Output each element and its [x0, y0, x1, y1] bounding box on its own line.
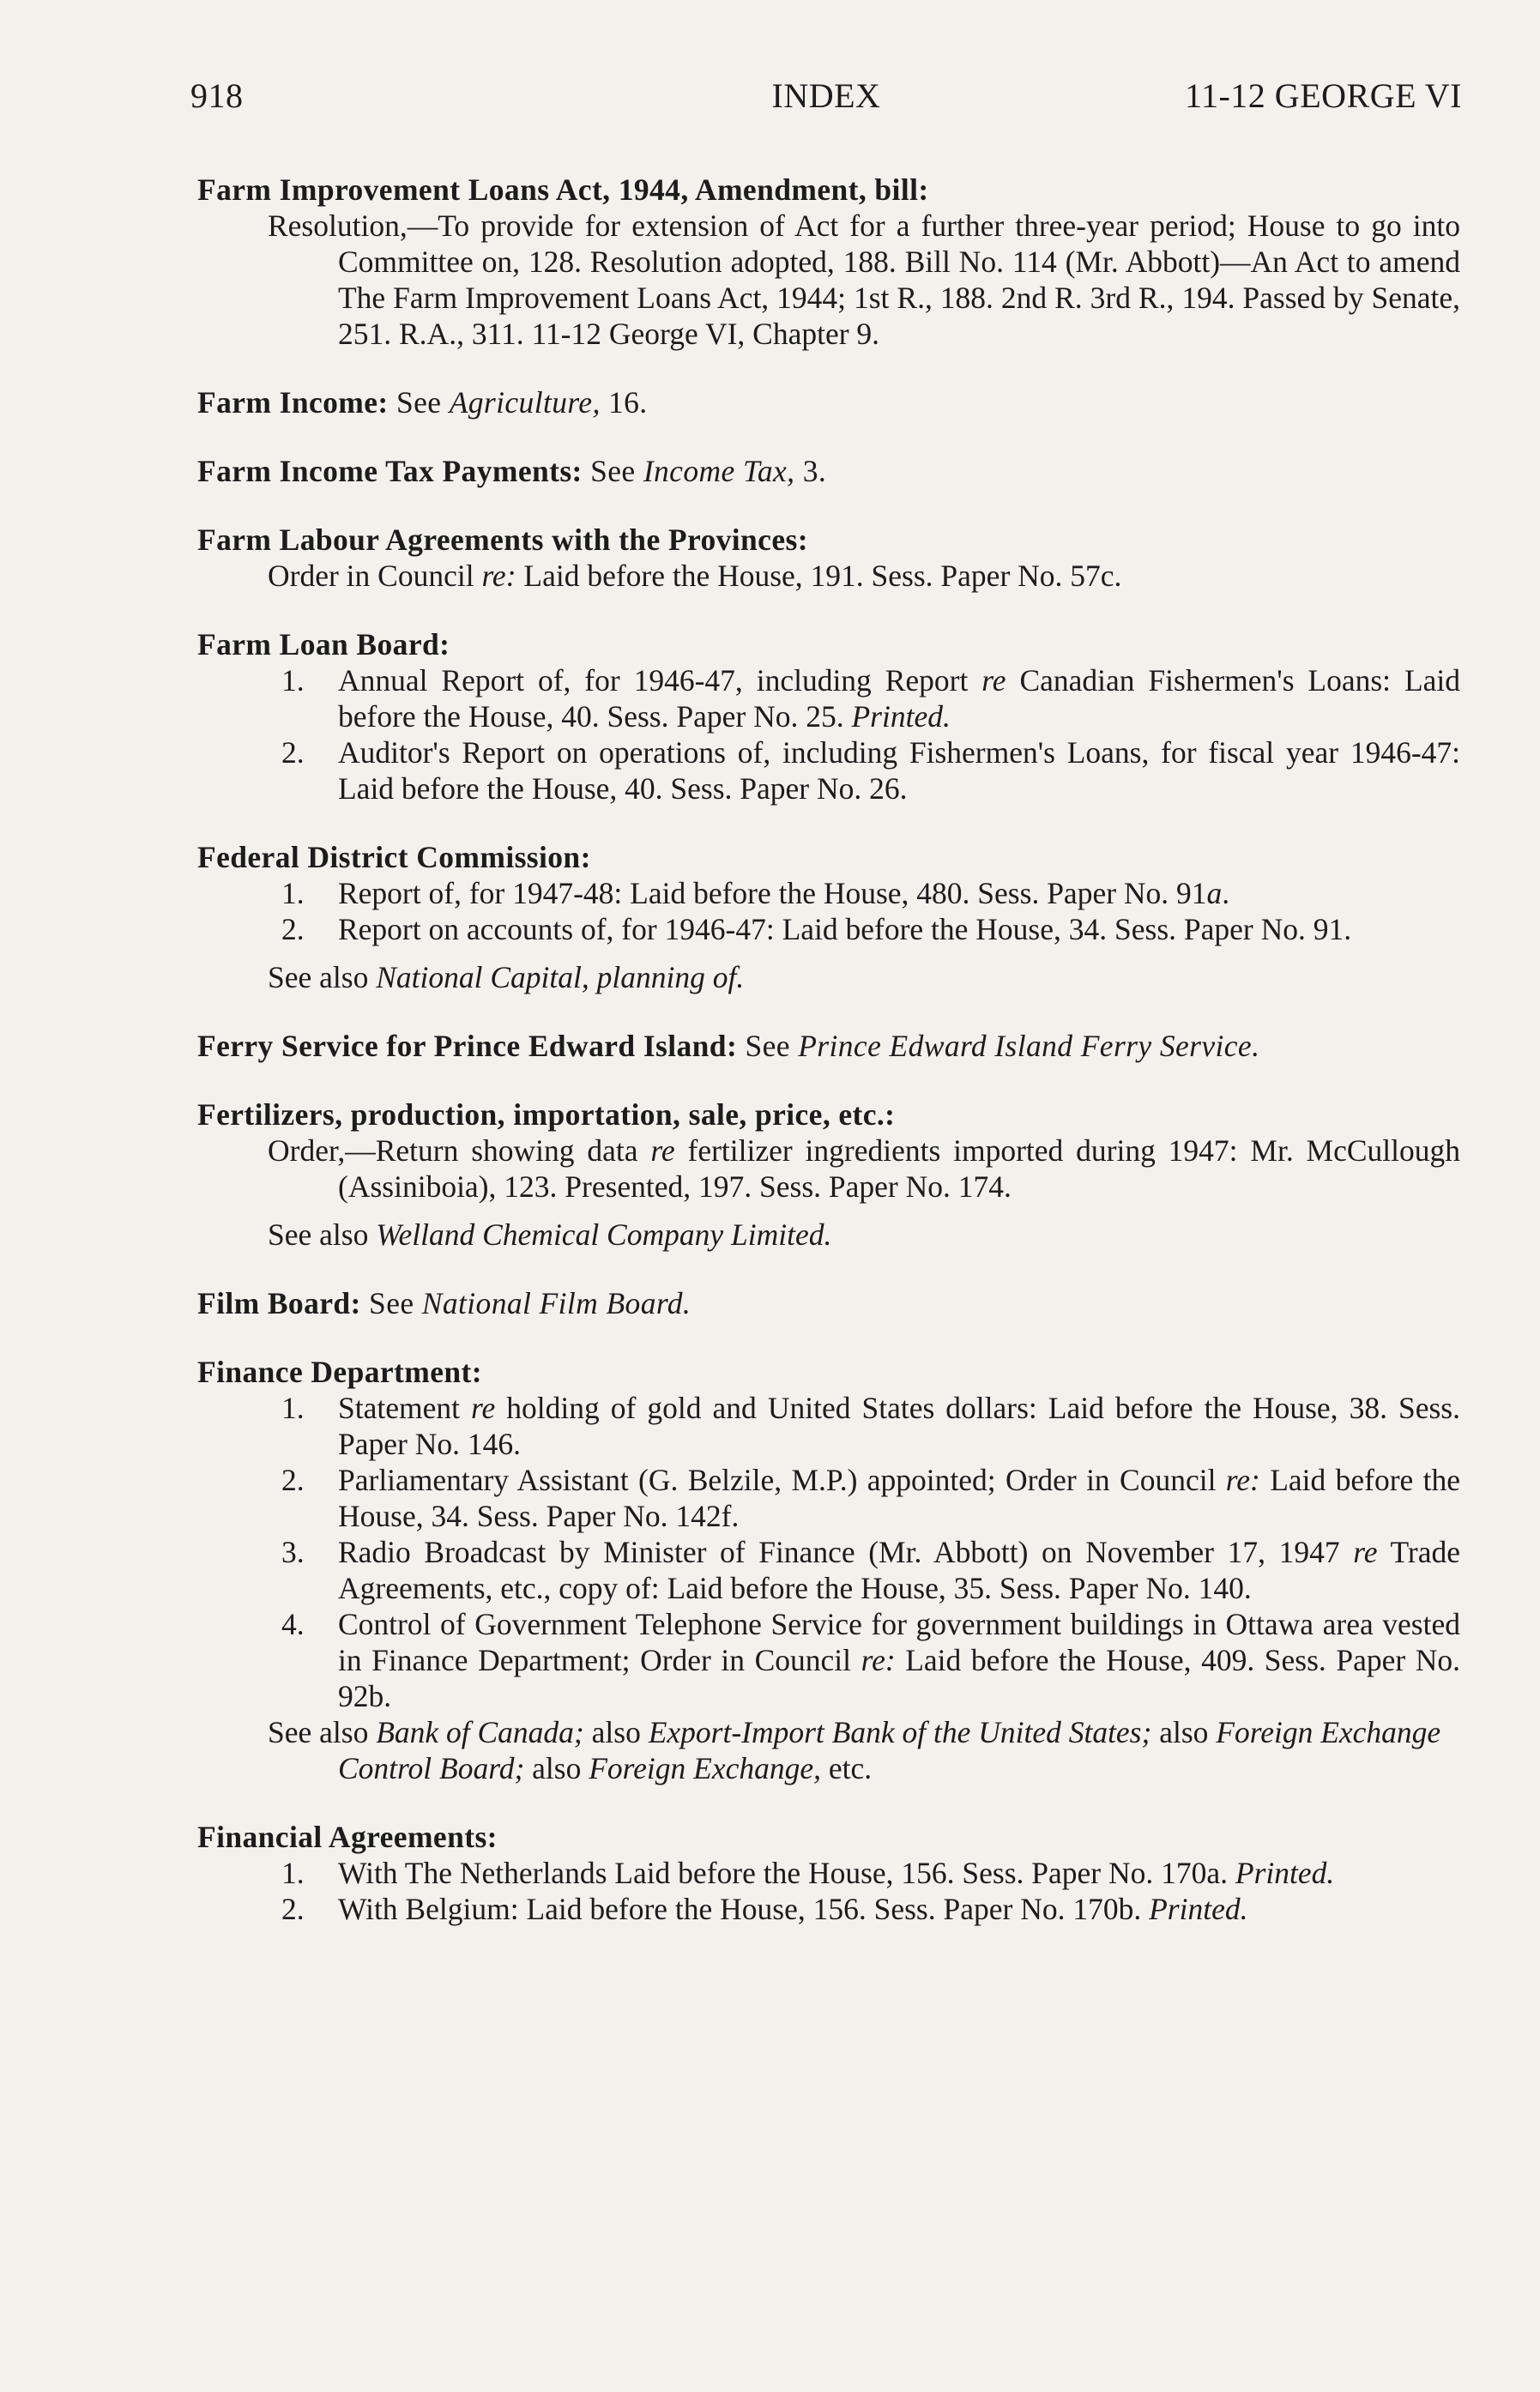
text-segment: Report of, for 1947-48: Laid before the House, 480. Sess. Paper No. 91: [338, 876, 1207, 910]
entry-heading: [197, 1028, 1460, 1064]
index-entry: [197, 626, 1460, 806]
text-italic: Printed.: [1149, 1892, 1248, 1926]
item-number: 1.: [281, 663, 305, 698]
list-item: [197, 1390, 1460, 1462]
item-number: 2.: [281, 1892, 305, 1926]
list-item: [197, 1855, 1460, 1891]
volume-label: 11-12 GEORGE VI: [1184, 76, 1462, 115]
entry-text: [197, 558, 1460, 594]
see-also-connector: also: [591, 1715, 641, 1749]
text-segment: holding of gold and United States dollars: Laid before the House, 38. Sess. Paper No. 146.: [338, 1391, 1460, 1461]
see-reference: Income Tax,: [643, 454, 795, 488]
entry-heading: Financial Agreements:: [197, 1820, 498, 1854]
item-number: 1.: [281, 1856, 305, 1890]
item-number: 1.: [281, 1391, 305, 1425]
text-segment: Laid before the House, 191. Sess. Paper No. 57c.: [523, 559, 1122, 593]
text-segment: Order,—Return showing data: [268, 1133, 638, 1168]
entry-heading: Farm Improvement Loans Act, 1944, Amendment, bill:: [197, 172, 929, 207]
see-also-reference: National Capital, planning of.: [376, 960, 745, 994]
text-italic: re: [1353, 1535, 1378, 1569]
see-also-prefix: See also: [268, 1217, 369, 1252]
list-item: [197, 875, 1460, 911]
heading-text: Ferry Service for Prince Edward Island:: [197, 1029, 738, 1063]
text-segment: Report on accounts of, for 1946-47: Laid before the House, 34. Sess. Paper No. 91.: [338, 912, 1352, 946]
heading-text: Farm Income Tax Payments:: [197, 454, 583, 488]
see-prefix: See: [369, 1286, 414, 1320]
see-suffix: 16.: [608, 385, 648, 420]
index-entry: [197, 1096, 1460, 1253]
page-title: INDEX: [771, 76, 881, 115]
see-suffix: 3.: [802, 454, 827, 488]
index-entry: [197, 1028, 1460, 1064]
see-also-connector: also: [1159, 1715, 1209, 1749]
text-segment: Laid before the House, 34. Sess. Paper No. 142f.: [338, 1463, 1460, 1533]
see-also-reference: Foreign Exchange,: [589, 1751, 821, 1785]
index-entry: [197, 453, 1460, 489]
entry-heading: Federal District Commission:: [197, 840, 591, 874]
see-also-reference: Foreign Exchange Control Board;: [338, 1715, 1441, 1785]
see-also-prefix: See also: [268, 1715, 369, 1749]
see-reference: Agriculture,: [449, 385, 601, 420]
entry-text: [197, 1133, 1460, 1205]
item-number: 2.: [281, 912, 305, 946]
list-item: [197, 1534, 1460, 1606]
text-italic: re:: [1225, 1463, 1260, 1497]
text-italic: re:: [481, 559, 516, 593]
text-segment: Order in Council: [268, 559, 474, 593]
index-entry: [197, 1354, 1460, 1786]
heading-text: Farm Income:: [197, 385, 389, 420]
text-segment: fertilizer ingredients imported during 1947: Mr. McCullough (Assiniboia), 123. Presented, 197. Sess. Paper No. 174.: [338, 1133, 1461, 1204]
index-entry: [197, 172, 1460, 352]
text-italic: Printed.: [1235, 1856, 1335, 1890]
see-prefix: See: [745, 1029, 790, 1063]
text-italic: re: [650, 1133, 675, 1168]
list-item: [197, 1462, 1460, 1534]
see-prefix: See: [396, 385, 442, 420]
item-number: 3.: [281, 1535, 305, 1569]
text-segment: .: [1222, 876, 1230, 910]
see-reference: National Film Board.: [421, 1286, 691, 1320]
item-number: 1.: [281, 876, 305, 910]
entry-heading: [197, 1285, 1460, 1321]
page-number: 918: [190, 76, 244, 115]
text-segment: Control of Government Telephone Service for government buildings in Ottawa area vested in Finance Department; Order in Council: [338, 1607, 1460, 1677]
list-item: [197, 1891, 1460, 1927]
entry-heading: Fertilizers, production, importation, sale, price, etc.:: [197, 1097, 896, 1132]
see-prefix: See: [590, 454, 636, 488]
see-also-connector: also: [532, 1751, 582, 1785]
index-body: [197, 172, 1460, 1960]
list-item: [197, 1606, 1460, 1714]
see-also-reference: Bank of Canada;: [376, 1715, 584, 1749]
text-italic: re:: [861, 1643, 896, 1677]
entry-heading: Farm Loan Board:: [197, 627, 450, 661]
item-number: 2.: [281, 1463, 305, 1497]
heading-text: Film Board:: [197, 1286, 361, 1320]
see-also-reference: Welland Chemical Company Limited.: [376, 1217, 832, 1252]
see-also: [197, 959, 1460, 995]
text-segment: Radio Broadcast by Minister of Finance (Mr. Abbott) on November 17, 1947: [338, 1535, 1340, 1569]
text-segment: With Belgium: Laid before the House, 156. Sess. Paper No. 170b.: [338, 1892, 1142, 1926]
entry-heading: Farm Labour Agreements with the Provinces:: [197, 522, 808, 557]
text-segment: Trade Agreements, etc., copy of: Laid before the House, 35. Sess. Paper No. 140.: [338, 1535, 1461, 1605]
text-italic: Printed.: [851, 699, 951, 734]
entry-heading: [197, 384, 1460, 420]
running-head: [190, 76, 1462, 118]
text-segment: Auditor's Report on operations of, including Fishermen's Loans, for fiscal year 1946-47: Laid before the House, 40. Sess. Paper No. 26.: [338, 735, 1460, 806]
text-segment: Statement: [338, 1391, 460, 1425]
list-item: [197, 734, 1460, 806]
list-item: [197, 911, 1460, 947]
text-italic: re: [471, 1391, 496, 1425]
index-entry: [197, 1285, 1460, 1321]
see-also-prefix: See also: [268, 960, 369, 994]
text-segment: Parliamentary Assistant (G. Belzile, M.P.) appointed; Order in Council: [338, 1463, 1217, 1497]
text-italic: re: [981, 663, 1006, 698]
text-segment: Laid before the House, 409. Sess. Paper No. 92b.: [338, 1643, 1461, 1713]
see-also: [197, 1714, 1460, 1786]
see-also-connector: etc.: [828, 1751, 873, 1785]
index-entry: [197, 384, 1460, 420]
item-number: 2.: [281, 735, 305, 770]
index-entry: [197, 1819, 1460, 1927]
list-item: [197, 662, 1460, 734]
entry-heading: Finance Department:: [197, 1355, 482, 1389]
see-also-reference: Export-Import Bank of the United States;: [648, 1715, 1152, 1749]
text-segment: Annual Report of, for 1946-47, including Report: [338, 663, 969, 698]
text-segment: With The Netherlands Laid before the House, 156. Sess. Paper No. 170a.: [338, 1856, 1229, 1890]
entry-heading: [197, 453, 1460, 489]
index-entry: [197, 839, 1460, 995]
entry-text: Resolution,—To provide for extension of Act for a further three-year period; House to go into Committee on, 128. Resolution adopted, 188. Bill No. 114 (Mr. Abbott)—An Act to amend The Farm Improvement Loans Act, 1944; 1st R., 188. 2nd R. 3rd R., 194. Passed by Senate, 251. R.A., 311. 11-12 George VI, Chapter 9.: [268, 208, 1460, 351]
item-number: 4.: [281, 1607, 305, 1641]
see-reference: Prince Edward Island Ferry Service.: [798, 1029, 1260, 1063]
index-entry: [197, 522, 1460, 594]
text-italic: a: [1206, 876, 1223, 910]
see-also: [197, 1217, 1460, 1253]
text-segment: Canadian Fishermen's Loans: Laid before the House, 40. Sess. Paper No. 25.: [338, 663, 1461, 734]
